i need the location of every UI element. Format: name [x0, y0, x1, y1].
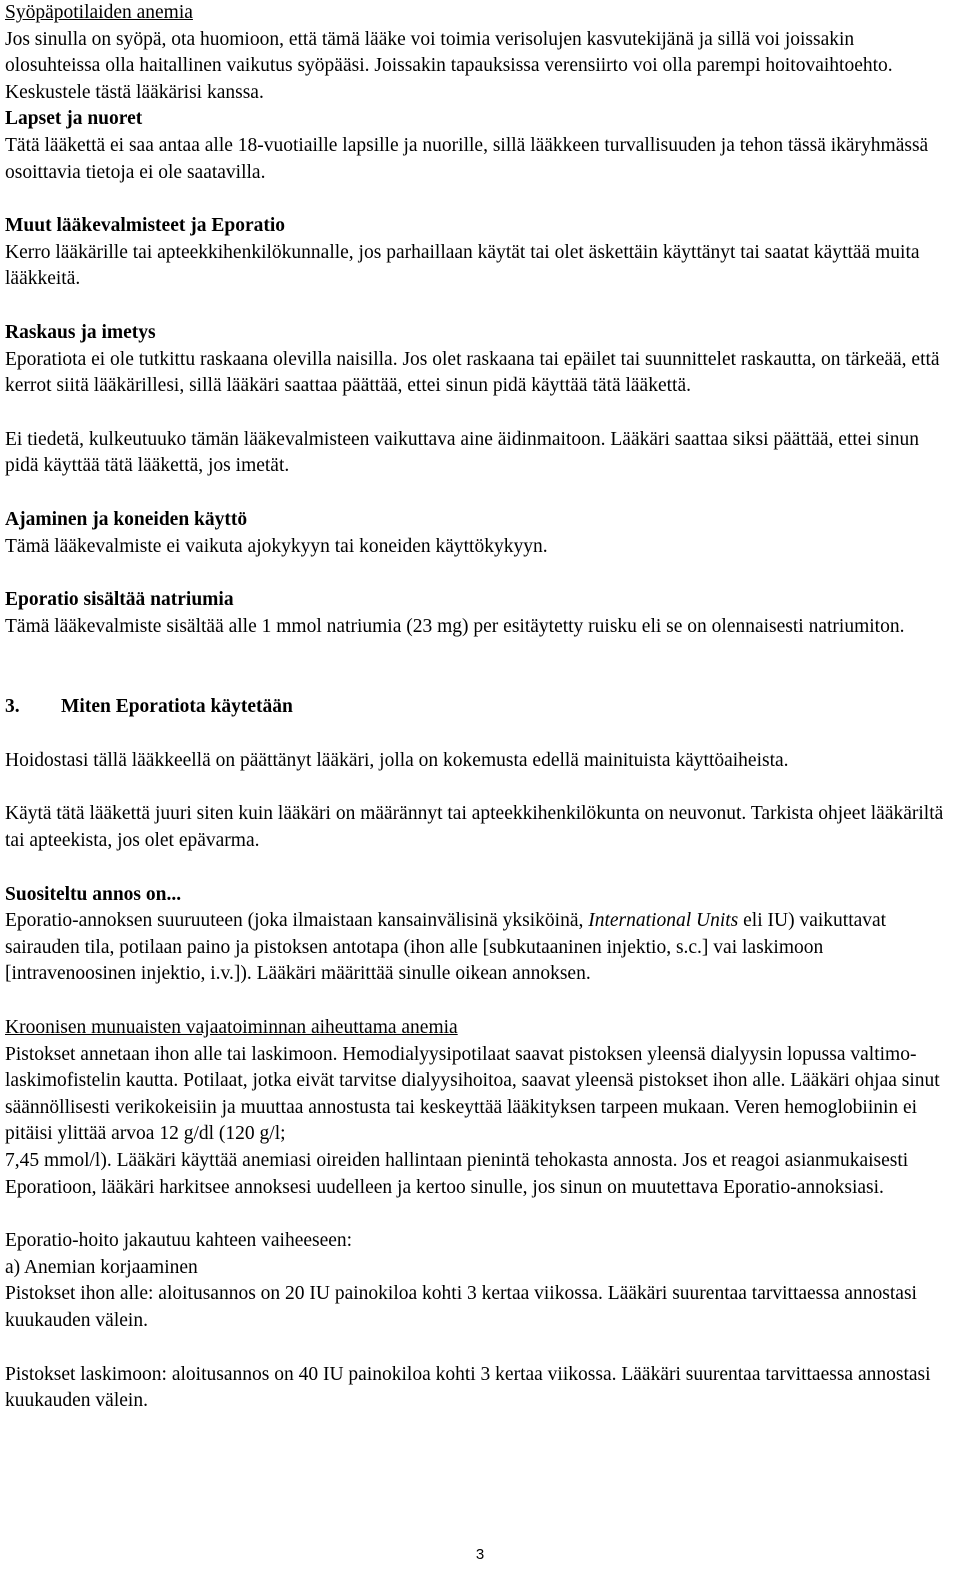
phase-a-label: a) Anemian korjaaminen: [5, 1256, 198, 1278]
section-number: 3.: [5, 696, 20, 718]
driving-heading: Ajaminen ja koneiden käyttö: [5, 508, 248, 530]
subcutaneous-dose-text: Pistokset ihon alle: aloitusannos on 20 IU painokiloa kohti 3 kertaa viikossa. Lääkäri suurentaa tarvittaessa annostasi kuukauden välein.: [5, 1283, 917, 1331]
page-number: 3: [475, 1546, 485, 1563]
recommended-dose-text: [5, 908, 954, 988]
spacer: [5, 480, 954, 507]
other-medicines-heading: Muut lääkevalmisteet ja Eporatio: [5, 215, 286, 237]
dose-text-italic: International Units: [588, 910, 739, 932]
intravenous-dose-text: Pistokset laskimoon: aloitusannos on 40 IU painokiloa kohti 3 kertaa viikossa. Lääkäri suurentaa tarvittaessa annostasi kuukauden välein.: [5, 1363, 931, 1412]
spacer: [5, 186, 954, 213]
sodium-text: Tämä lääkevalmiste sisältää alle 1 mmol natriumia (23 mg) per esitäytetty ruisku eli se on olennaisesti natriumiton.: [5, 615, 905, 637]
spacer: [5, 855, 954, 882]
breastfeeding-text: Ei tiedetä, kulkeutuuko tämän lääkevalmisteen vaikuttava aine äidinmaitoon. Lääkäri saattaa siksi päättää, ettei sinun pidä käyttää tätä lääkettä, jos imetät.: [5, 428, 920, 477]
treatment-phases-intro: Eporatio-hoito jakautuu kahteen vaiheeseen:: [5, 1230, 353, 1252]
spacer: [5, 400, 954, 427]
treatment-decision-text: Hoidostasi tällä lääkkeellä on päättänyt lääkäri, jolla on kokemusta edellä mainituista käyttöaiheista.: [5, 749, 789, 771]
sodium-heading: Eporatio sisältää natriumia: [5, 589, 234, 611]
renal-anemia-heading: Kroonisen munuaisten vajaatoiminnan aiheuttama anemia: [5, 1017, 458, 1039]
spacer: [5, 988, 954, 1015]
spacer: [5, 640, 954, 694]
recommended-dose-heading: Suositeltu annos on...: [5, 883, 182, 905]
dose-text-part: eli IU) vaikuttavat sairauden tila, potilaan paino ja pistoksen antotapa (ihon alle [subkutaaninen injektio, s.c.] vai laskimoon [intravenoosinen injektio, i.v.]). Lääkäri määrittää sinulle oikean annoksen.: [5, 910, 887, 985]
pregnancy-text: Eporatiota ei ole tutkittu raskaana olevilla naisilla. Jos olet raskaana tai epäilet tai suunnittelet raskautta, on tärkeää, että kerrot siitä lääkärillesi, sillä lääkäri saattaa päättää, ettei sinun pidä käyttää tätä lääkettä.: [5, 348, 940, 397]
spacer: [5, 1335, 954, 1362]
spacer: [5, 774, 954, 801]
renal-anemia-text: Pistokset annetaan ihon alle tai laskimoon. Hemodialyysipotilaat saavat pistoksen yleensä dialyysin lopussa valtimo-laskimofistelin kautta. Potilaat, jotka eivät tarvitse dialyysihoitoa, saavat yleensä pistokset ihon alle. Lääkäri ohjaa sinut säännöllisesti verikokeisiin ja muuttaa annostusta tai keskeyttää lääkityksen tarpeen mukaan. Veren hemoglobiinin ei pitäisi ylittää arvoa 12 g/dl (120 g/l;: [5, 1043, 940, 1145]
dose-text-part: Eporatio-annoksen suuruuteen (joka ilmaistaan kansainvälisinä yksiköinä,: [5, 910, 589, 932]
cancer-anemia-heading: Syöpäpotilaiden anemia: [5, 2, 193, 23]
driving-text: Tämä lääkevalmiste ei vaikuta ajokykyyn tai koneiden käyttökykyyn.: [5, 535, 548, 557]
pregnancy-heading: Raskaus ja imetys: [5, 321, 156, 343]
section-3-heading: [5, 694, 954, 721]
spacer: [5, 560, 954, 587]
usage-instruction-text: Käytä tätä lääkettä juuri siten kuin lääkäri on määrännyt tai apteekkihenkilökunta on neuvonut. Tarkista ohjeet lääkäriltä tai apteekista, jos olet epävarma.: [5, 803, 944, 852]
children-heading: Lapset ja nuoret: [5, 108, 143, 130]
spacer: [5, 721, 954, 748]
spacer: [5, 1201, 954, 1228]
renal-anemia-text-continued: 7,45 mmol/l). Lääkäri käyttää anemiasi oireiden hallintaan pienintä tehokasta annosta. Jos et reagoi asianmukaisesti Eporatioon, lääkäri harkitsee annoksesi uudelleen ja kertoo sinulle, jos sinun on muutettava Eporatio-annoksiasi.: [5, 1150, 909, 1198]
cancer-anemia-text: Jos sinulla on syöpä, ota huomioon, että tämä lääke voi toimia verisolujen kasvutekijänä ja sillä voi joissakin olosuhteissa olla haitallinen vaikutus syöpääsi. Joissakin tapauksissa verensiirto voi olla parempi hoitovaihtoehto. Keskustele tästä lääkärisi kanssa.: [5, 28, 893, 103]
section-title: Miten Eporatiota käytetään: [61, 696, 293, 718]
children-text: Tätä lääkettä ei saa antaa alle 18-vuotiaille lapsille ja nuorille, sillä lääkkeen turvallisuuden ja tehon tässä ikäryhmässä osoittavia tietoja ei ole saatavilla.: [5, 134, 929, 183]
other-medicines-text: Kerro lääkärille tai apteekkihenkilökunnalle, jos parhaillaan käytät tai olet äskettäin käyttänyt tai saatat käyttää muita lääkkeitä.: [5, 241, 920, 290]
spacer: [5, 293, 954, 320]
